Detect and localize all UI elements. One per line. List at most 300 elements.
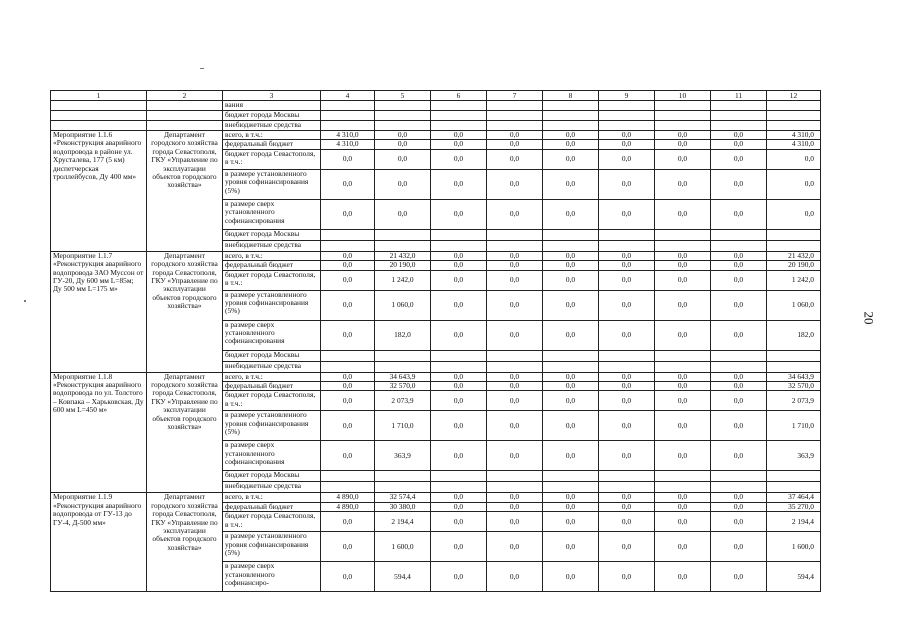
value-cell: 0,0 (655, 562, 711, 592)
value-cell: 0,0 (711, 251, 767, 260)
value-cell: 0,0 (487, 270, 543, 290)
value-cell (767, 240, 821, 251)
value-cell (321, 121, 375, 131)
value-cell: 0,0 (655, 270, 711, 290)
value-cell (321, 482, 375, 493)
value-cell (711, 482, 767, 493)
value-cell: 0,0 (543, 199, 599, 229)
value-cell: 363,9 (767, 441, 821, 471)
value-cell: 0,0 (655, 290, 711, 320)
value-cell: 363,9 (375, 441, 431, 471)
source-cell: внебюджетные средства (223, 240, 321, 251)
value-cell: 0,0 (487, 391, 543, 411)
value-cell: 0,0 (431, 149, 487, 169)
value-cell (543, 101, 599, 111)
value-cell (711, 229, 767, 240)
value-cell: 0,0 (655, 149, 711, 169)
value-cell (599, 471, 655, 482)
column-header: 8 (543, 91, 599, 101)
value-cell: 0,0 (599, 320, 655, 350)
value-cell (767, 111, 821, 121)
value-cell: 0,0 (487, 382, 543, 391)
value-cell: 0,0 (599, 251, 655, 260)
value-cell (599, 121, 655, 131)
activity-cell: Мероприятие 1.1.6 «Реконструкция аварийного водопровода в районе ул. Хрусталева, 177 (5 км) диспетчерская троллейбусов, Ду 400 мм» (51, 131, 147, 252)
value-cell: 0,0 (599, 532, 655, 562)
value-cell: 594,4 (375, 562, 431, 592)
value-cell: 37 464,4 (767, 493, 821, 502)
header-row (51, 91, 821, 101)
value-cell (321, 229, 375, 240)
value-cell: 0,0 (431, 411, 487, 441)
value-cell: 0,0 (711, 382, 767, 391)
table-row (51, 101, 821, 111)
source-cell: всего, в т.ч.: (223, 131, 321, 140)
value-cell: 0,0 (599, 372, 655, 381)
executor-cell: Департамент городского хозяйства города Севастополя, ГКУ «Управление по эксплуатации объектов городского хозяйства» (147, 131, 223, 252)
source-cell: в размере сверх установленного софинансиро- (223, 562, 321, 592)
value-cell: 0,0 (321, 382, 375, 391)
value-cell (655, 350, 711, 361)
value-cell: 0,0 (655, 441, 711, 471)
value-cell: 0,0 (711, 532, 767, 562)
value-cell (767, 350, 821, 361)
activity-cell: Мероприятие 1.1.8 «Реконструкция аварийного водопровода по ул. Толстого – Ковпака – Харьковская, Ду 600 мм L=450 м» (51, 372, 147, 493)
value-cell (655, 111, 711, 121)
value-cell: 0,0 (655, 261, 711, 270)
value-cell: 0,0 (487, 562, 543, 592)
value-cell (767, 101, 821, 111)
value-cell: 0,0 (321, 149, 375, 169)
value-cell: 0,0 (375, 131, 431, 140)
source-cell: внебюджетные средства (223, 361, 321, 372)
value-cell: 1 060,0 (375, 290, 431, 320)
value-cell (543, 482, 599, 493)
column-header: 1 (51, 91, 147, 101)
value-cell (375, 350, 431, 361)
value-cell: 2 194,4 (375, 512, 431, 532)
value-cell (655, 101, 711, 111)
value-cell: 0,0 (655, 131, 711, 140)
value-cell: 0,0 (655, 493, 711, 502)
source-cell: бюджет города Севастополя, в т.ч.: (223, 270, 321, 290)
source-cell: федеральный бюджет (223, 502, 321, 511)
value-cell (599, 111, 655, 121)
value-cell: 0,0 (599, 493, 655, 502)
value-cell: 0,0 (321, 169, 375, 199)
value-cell: 1 242,0 (767, 270, 821, 290)
value-cell: 0,0 (431, 290, 487, 320)
value-cell (375, 229, 431, 240)
executor-cell: Департамент городского хозяйства города Севастополя, ГКУ «Управление по эксплуатации объектов городского хозяйства» (147, 372, 223, 493)
value-cell (431, 350, 487, 361)
value-cell: 4 310,0 (321, 131, 375, 140)
value-cell: 182,0 (375, 320, 431, 350)
value-cell: 0,0 (711, 411, 767, 441)
source-cell: внебюджетные средства (223, 482, 321, 493)
value-cell (655, 229, 711, 240)
value-cell (431, 361, 487, 372)
value-cell (487, 101, 543, 111)
source-cell: в размере установленного уровня софинансирования (5%) (223, 290, 321, 320)
value-cell: 0,0 (431, 320, 487, 350)
value-cell (543, 361, 599, 372)
activity-cell (51, 101, 147, 111)
source-cell: в размере установленного уровня софинансирования (5%) (223, 532, 321, 562)
value-cell: 0,0 (431, 493, 487, 502)
column-header: 7 (487, 91, 543, 101)
value-cell (487, 240, 543, 251)
value-cell: 0,0 (655, 382, 711, 391)
table-row (51, 121, 821, 131)
value-cell: 0,0 (711, 149, 767, 169)
value-cell (487, 350, 543, 361)
value-cell: 0,0 (375, 169, 431, 199)
value-cell (431, 121, 487, 131)
value-cell (487, 121, 543, 131)
source-cell: в размере сверх установленного софинансирования (223, 320, 321, 350)
value-cell: 4 310,0 (321, 140, 375, 149)
source-cell: всего, в т.ч.: (223, 251, 321, 260)
value-cell (711, 121, 767, 131)
value-cell: 0,0 (543, 270, 599, 290)
value-cell (487, 482, 543, 493)
source-cell: федеральный бюджет (223, 140, 321, 149)
page-number: 20 (861, 311, 877, 325)
value-cell: 0,0 (543, 493, 599, 502)
source-cell: внебюджетные средства (223, 121, 321, 131)
value-cell (711, 361, 767, 372)
value-cell (375, 471, 431, 482)
table-row (51, 372, 821, 381)
value-cell (655, 121, 711, 131)
source-cell: бюджет города Севастополя, в т.ч.: (223, 391, 321, 411)
value-cell: 0,0 (711, 372, 767, 381)
value-cell: 0,0 (543, 140, 599, 149)
table-row (51, 111, 821, 121)
value-cell: 0,0 (655, 169, 711, 199)
value-cell: 0,0 (431, 512, 487, 532)
value-cell (375, 121, 431, 131)
value-cell: 0,0 (431, 502, 487, 511)
value-cell (767, 482, 821, 493)
value-cell (321, 350, 375, 361)
value-cell: 32 570,0 (767, 382, 821, 391)
column-header: 11 (711, 91, 767, 101)
value-cell (431, 471, 487, 482)
value-cell: 0,0 (711, 562, 767, 592)
value-cell: 0,0 (431, 270, 487, 290)
value-cell: 0,0 (711, 502, 767, 511)
value-cell: 4 310,0 (767, 131, 821, 140)
value-cell: 0,0 (711, 493, 767, 502)
value-cell: 182,0 (767, 320, 821, 350)
value-cell: 0,0 (487, 199, 543, 229)
value-cell: 0,0 (487, 411, 543, 441)
value-cell: 0,0 (321, 512, 375, 532)
value-cell: 0,0 (487, 140, 543, 149)
value-cell (767, 229, 821, 240)
value-cell: 0,0 (321, 320, 375, 350)
value-cell: 0,0 (543, 512, 599, 532)
table-row (51, 131, 821, 140)
value-cell: 0,0 (655, 532, 711, 562)
value-cell: 0,0 (543, 441, 599, 471)
value-cell: 0,0 (431, 372, 487, 381)
value-cell: 0,0 (431, 140, 487, 149)
source-cell: бюджет города Севастополя, в т.ч.: (223, 149, 321, 169)
value-cell: 4 310,0 (767, 140, 821, 149)
value-cell: 0,0 (321, 532, 375, 562)
value-cell: 0,0 (711, 140, 767, 149)
value-cell: 1 600,0 (767, 532, 821, 562)
value-cell: 0,0 (543, 382, 599, 391)
value-cell: 0,0 (487, 493, 543, 502)
source-cell: бюджет города Москвы (223, 471, 321, 482)
activity-cell (51, 121, 147, 131)
value-cell (711, 111, 767, 121)
value-cell: 0,0 (321, 199, 375, 229)
value-cell: 0,0 (321, 441, 375, 471)
value-cell: 0,0 (487, 532, 543, 562)
value-cell (487, 471, 543, 482)
value-cell: 0,0 (487, 261, 543, 270)
value-cell: 0,0 (431, 391, 487, 411)
value-cell: 0,0 (431, 532, 487, 562)
value-cell: 0,0 (431, 441, 487, 471)
value-cell: 35 270,0 (767, 502, 821, 511)
column-header: 2 (147, 91, 223, 101)
column-header: 9 (599, 91, 655, 101)
value-cell: 0,0 (711, 290, 767, 320)
value-cell: 0,0 (655, 140, 711, 149)
value-cell: 0,0 (487, 372, 543, 381)
value-cell (599, 350, 655, 361)
value-cell (599, 240, 655, 251)
value-cell: 0,0 (543, 372, 599, 381)
value-cell: 4 890,0 (321, 493, 375, 502)
activity-cell (51, 111, 147, 121)
column-header: 3 (223, 91, 321, 101)
value-cell: 0,0 (487, 441, 543, 471)
value-cell: 0,0 (599, 149, 655, 169)
value-cell (431, 111, 487, 121)
value-cell: 0,0 (655, 512, 711, 532)
value-cell (767, 361, 821, 372)
value-cell: 0,0 (599, 140, 655, 149)
value-cell: 0,0 (599, 441, 655, 471)
value-cell: 594,4 (767, 562, 821, 592)
value-cell (321, 101, 375, 111)
activity-cell: Мероприятие 1.1.7 «Реконструкция аварийного водопровода ЗАО Муссон от ГУ-20, Ду 600 мм L=85м; Ду 500 мм L=175 м» (51, 251, 147, 372)
value-cell (431, 240, 487, 251)
value-cell: 0,0 (599, 199, 655, 229)
value-cell (655, 482, 711, 493)
value-cell: 0,0 (599, 562, 655, 592)
value-cell (543, 471, 599, 482)
value-cell: 21 432,0 (375, 251, 431, 260)
value-cell: 2 194,4 (767, 512, 821, 532)
value-cell (543, 350, 599, 361)
value-cell: 0,0 (321, 562, 375, 592)
column-header: 10 (655, 91, 711, 101)
executor-cell: Департамент городского хозяйства города Севастополя, ГКУ «Управление по эксплуатации объектов городского хозяйства» (147, 251, 223, 372)
value-cell: 32 574,4 (375, 493, 431, 502)
value-cell (599, 229, 655, 240)
value-cell: 0,0 (543, 290, 599, 320)
value-cell: 0,0 (375, 199, 431, 229)
value-cell: 0,0 (711, 270, 767, 290)
value-cell: 0,0 (375, 149, 431, 169)
value-cell: 0,0 (543, 502, 599, 511)
source-cell: федеральный бюджет (223, 382, 321, 391)
value-cell: 0,0 (599, 290, 655, 320)
scan-speck (24, 300, 26, 302)
value-cell: 0,0 (655, 320, 711, 350)
column-header: 4 (321, 91, 375, 101)
value-cell: 0,0 (321, 251, 375, 260)
executor-cell (147, 101, 223, 111)
value-cell: 1 060,0 (767, 290, 821, 320)
value-cell: 0,0 (543, 261, 599, 270)
value-cell: 0,0 (321, 290, 375, 320)
value-cell (321, 240, 375, 251)
value-cell (375, 482, 431, 493)
value-cell: 0,0 (543, 562, 599, 592)
value-cell: 0,0 (599, 270, 655, 290)
value-cell: 0,0 (431, 382, 487, 391)
value-cell (711, 350, 767, 361)
value-cell (599, 361, 655, 372)
value-cell: 0,0 (599, 502, 655, 511)
value-cell: 0,0 (321, 372, 375, 381)
value-cell: 0,0 (543, 251, 599, 260)
source-cell: бюджет города Москвы (223, 350, 321, 361)
column-header: 5 (375, 91, 431, 101)
value-cell: 0,0 (321, 270, 375, 290)
value-cell: 0,0 (767, 169, 821, 199)
source-cell: вания (223, 101, 321, 111)
value-cell (711, 101, 767, 111)
source-cell: в размере сверх установленного софинансирования (223, 199, 321, 229)
value-cell (543, 111, 599, 121)
value-cell: 0,0 (599, 512, 655, 532)
value-cell: 0,0 (431, 261, 487, 270)
value-cell: 0,0 (431, 562, 487, 592)
value-cell (655, 471, 711, 482)
table-row (51, 493, 821, 502)
value-cell: 0,0 (487, 512, 543, 532)
value-cell: 0,0 (711, 391, 767, 411)
table-row (51, 251, 821, 260)
value-cell: 2 073,9 (375, 391, 431, 411)
value-cell: 0,0 (543, 131, 599, 140)
value-cell: 0,0 (711, 441, 767, 471)
source-cell: всего, в т.ч.: (223, 372, 321, 381)
value-cell: 0,0 (487, 251, 543, 260)
value-cell (321, 111, 375, 121)
source-cell: бюджет города Москвы (223, 111, 321, 121)
value-cell: 32 570,0 (375, 382, 431, 391)
executor-cell (147, 111, 223, 121)
value-cell: 0,0 (711, 169, 767, 199)
value-cell: 1 242,0 (375, 270, 431, 290)
value-cell (431, 229, 487, 240)
value-cell: 0,0 (321, 411, 375, 441)
value-cell: 0,0 (487, 169, 543, 199)
value-cell: 0,0 (543, 532, 599, 562)
value-cell (655, 361, 711, 372)
value-cell: 1 710,0 (767, 411, 821, 441)
value-cell (487, 111, 543, 121)
value-cell: 0,0 (599, 391, 655, 411)
value-cell: 0,0 (487, 149, 543, 169)
value-cell (375, 111, 431, 121)
funding-table (50, 90, 821, 592)
source-cell: в размере установленного уровня софинансирования (5%) (223, 169, 321, 199)
source-cell: бюджет города Севастополя, в т.ч.: (223, 512, 321, 532)
value-cell: 0,0 (487, 502, 543, 511)
value-cell: 0,0 (543, 411, 599, 441)
source-cell: в размере сверх установленного софинансирования (223, 441, 321, 471)
value-cell (599, 101, 655, 111)
value-cell: 0,0 (711, 199, 767, 229)
value-cell (321, 471, 375, 482)
value-cell (487, 361, 543, 372)
value-cell: 0,0 (599, 382, 655, 391)
value-cell (321, 361, 375, 372)
value-cell: 0,0 (711, 131, 767, 140)
value-cell: 1 600,0 (375, 532, 431, 562)
value-cell: 1 710,0 (375, 411, 431, 441)
value-cell: 0,0 (655, 251, 711, 260)
value-cell: 0,0 (655, 411, 711, 441)
value-cell (767, 471, 821, 482)
value-cell: 0,0 (543, 320, 599, 350)
value-cell: 0,0 (711, 261, 767, 270)
value-cell: 0,0 (431, 251, 487, 260)
value-cell: 0,0 (431, 131, 487, 140)
value-cell: 0,0 (487, 131, 543, 140)
source-cell: федеральный бюджет (223, 261, 321, 270)
value-cell (543, 121, 599, 131)
value-cell: 0,0 (487, 320, 543, 350)
value-cell: 20 190,0 (767, 261, 821, 270)
value-cell: 0,0 (543, 149, 599, 169)
value-cell: 0,0 (655, 199, 711, 229)
source-cell: в размере установленного уровня софинансирования (5%) (223, 411, 321, 441)
activity-cell: Мероприятие 1.1.9 «Реконструкция аварийного водопровода от ГУ-13 до ГУ-4, Д-500 мм» (51, 493, 147, 592)
value-cell: 0,0 (711, 512, 767, 532)
value-cell: 0,0 (375, 140, 431, 149)
value-cell: 0,0 (767, 199, 821, 229)
value-cell (599, 482, 655, 493)
value-cell (711, 240, 767, 251)
value-cell (375, 240, 431, 251)
value-cell: 0,0 (599, 169, 655, 199)
value-cell: 0,0 (543, 169, 599, 199)
value-cell: 2 073,9 (767, 391, 821, 411)
value-cell: 0,0 (711, 320, 767, 350)
executor-cell (147, 121, 223, 131)
value-cell (543, 240, 599, 251)
source-cell: всего, в т.ч.: (223, 493, 321, 502)
value-cell: 0,0 (487, 290, 543, 320)
value-cell: 34 643,9 (767, 372, 821, 381)
value-cell (431, 101, 487, 111)
column-header: 6 (431, 91, 487, 101)
scan-speck (200, 68, 204, 69)
